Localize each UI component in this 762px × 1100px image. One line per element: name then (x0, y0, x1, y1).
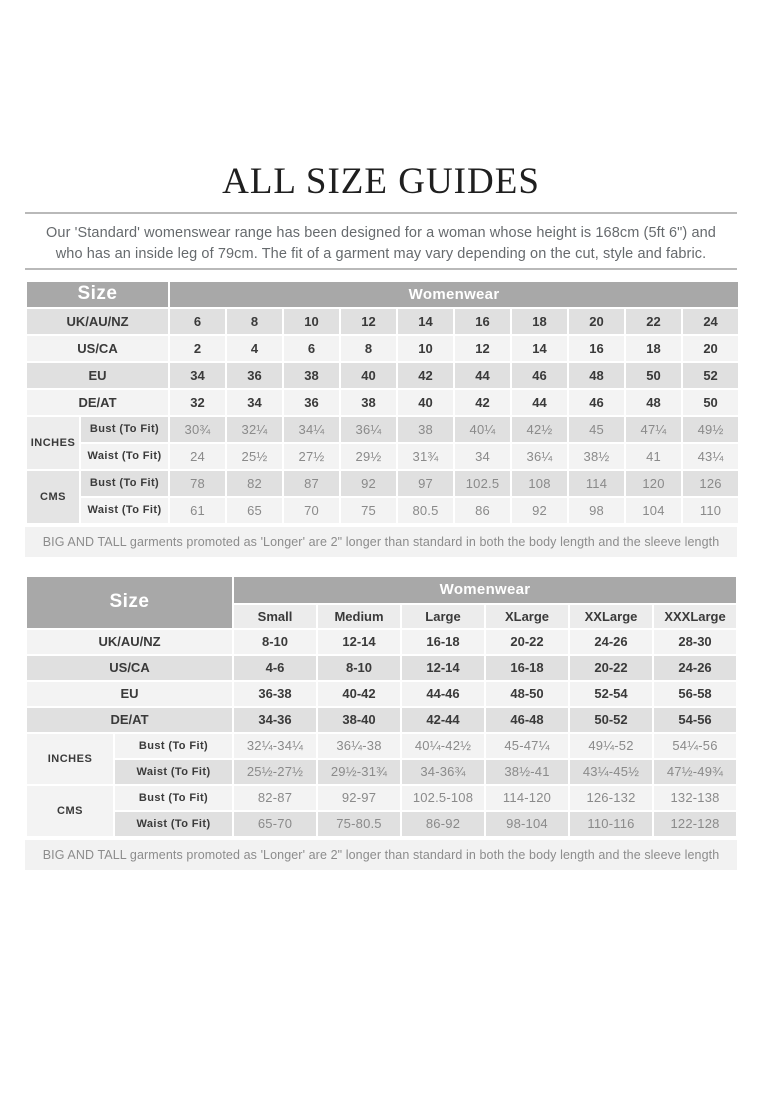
measurement-value-cell: 34-36¾ (401, 759, 485, 785)
table-row (26, 707, 737, 733)
size-value-cell: 40 (397, 389, 454, 416)
size-value-cell: 34 (169, 362, 226, 389)
size-value-cell: 40-42 (317, 681, 401, 707)
measurement-value-cell: 122-128 (653, 811, 737, 837)
table-row (26, 811, 737, 837)
size-value-cell: 4 (226, 335, 283, 362)
measurement-value-cell: 114 (568, 470, 625, 497)
size-value-cell: 48 (568, 362, 625, 389)
size-value-cell: 12 (454, 335, 511, 362)
measurement-value-cell: 38 (397, 416, 454, 443)
waist-row-label: Waist (To Fit) (114, 811, 233, 837)
measurement-value-cell: 32¼ (226, 416, 283, 443)
size-value-cell: 38 (283, 362, 340, 389)
measurement-value-cell: 34¼ (283, 416, 340, 443)
measurement-value-cell: 92 (340, 470, 397, 497)
measurement-value-cell: 27½ (283, 443, 340, 470)
size-value-cell: 24 (682, 308, 739, 335)
size-value-cell: 34-36 (233, 707, 317, 733)
measurement-value-cell: 97 (397, 470, 454, 497)
size-column-header: XLarge (485, 604, 569, 629)
size-value-cell: 6 (169, 308, 226, 335)
size-value-cell: 16-18 (401, 629, 485, 655)
table-row (26, 416, 739, 443)
region-row-label: US/CA (26, 655, 233, 681)
size-value-cell: 28-30 (653, 629, 737, 655)
measurement-value-cell: 40¼-42½ (401, 733, 485, 759)
size-value-cell: 20 (682, 335, 739, 362)
size-value-cell: 44-46 (401, 681, 485, 707)
size-value-cell: 8 (226, 308, 283, 335)
size-value-cell: 48 (625, 389, 682, 416)
measurement-value-cell: 86-92 (401, 811, 485, 837)
measurement-value-cell: 25½-27½ (233, 759, 317, 785)
waist-row-label: Waist (To Fit) (80, 497, 169, 524)
size-value-cell: 14 (397, 308, 454, 335)
measurement-value-cell: 80.5 (397, 497, 454, 524)
measurement-value-cell: 30¾ (169, 416, 226, 443)
measurement-value-cell: 45-47¼ (485, 733, 569, 759)
measurement-value-cell: 104 (625, 497, 682, 524)
region-row-label: EU (26, 362, 169, 389)
region-row-label: DE/AT (26, 707, 233, 733)
big-and-tall-note: BIG AND TALL garments promoted as 'Longer' are 2" longer than standard in both the body length and the sleeve length (25, 527, 737, 557)
table-row (26, 681, 737, 707)
measurement-value-cell: 49½ (682, 416, 739, 443)
measurement-value-cell: 110-116 (569, 811, 653, 837)
intro-line: Our 'Standard' womenswear range has been designed for a woman whose height is 168cm (5ft 6") and (46, 224, 716, 241)
measurement-value-cell: 61 (169, 497, 226, 524)
size-value-cell: 6 (283, 335, 340, 362)
bust-row-label: Bust (To Fit) (114, 785, 233, 811)
table-row (26, 629, 737, 655)
size-value-cell: 24-26 (569, 629, 653, 655)
size-value-cell: 22 (625, 308, 682, 335)
measurement-value-cell: 36¼ (340, 416, 397, 443)
measurement-value-cell: 114-120 (485, 785, 569, 811)
size-column-header: Small (233, 604, 317, 629)
region-row-label: EU (26, 681, 233, 707)
bust-row-label: Bust (To Fit) (80, 470, 169, 497)
intro-line: who has an inside leg of 79cm. The fit of a garment may vary depending on the cut, style and fabric. (55, 246, 707, 263)
measurement-value-cell: 98-104 (485, 811, 569, 837)
cms-unit-label: CMS (26, 470, 80, 524)
size-value-cell: 52-54 (569, 681, 653, 707)
intro-text (25, 223, 737, 266)
size-value-cell: 8-10 (233, 629, 317, 655)
measurement-value-cell: 32¼-34¼ (233, 733, 317, 759)
measurement-value-cell: 36¼-38 (317, 733, 401, 759)
measurement-value-cell: 102.5-108 (401, 785, 485, 811)
measurement-value-cell: 65 (226, 497, 283, 524)
inches-unit-label: INCHES (26, 416, 80, 470)
table-row (26, 655, 737, 681)
measurement-value-cell: 25½ (226, 443, 283, 470)
size-value-cell: 46 (511, 362, 568, 389)
measurement-value-cell: 49¼-52 (569, 733, 653, 759)
measurement-value-cell: 43¼ (682, 443, 739, 470)
size-value-cell: 10 (397, 335, 454, 362)
size-value-cell: 54-56 (653, 707, 737, 733)
table-row (26, 335, 739, 362)
size-value-cell: 4-6 (233, 655, 317, 681)
divider-line (25, 268, 737, 270)
measurement-value-cell: 82 (226, 470, 283, 497)
measurement-value-cell: 34 (454, 443, 511, 470)
size-value-cell: 16-18 (485, 655, 569, 681)
measurement-value-cell: 29½-31¾ (317, 759, 401, 785)
table-row (26, 497, 739, 524)
size-value-cell: 46-48 (485, 707, 569, 733)
table-header-row (26, 281, 739, 308)
measurement-value-cell: 126 (682, 470, 739, 497)
measurement-value-cell: 87 (283, 470, 340, 497)
measurement-value-cell: 54¼-56 (653, 733, 737, 759)
size-value-cell: 38-40 (317, 707, 401, 733)
measurement-value-cell: 132-138 (653, 785, 737, 811)
measurement-value-cell: 65-70 (233, 811, 317, 837)
size-value-cell: 44 (454, 362, 511, 389)
size-value-cell: 12 (340, 308, 397, 335)
inches-unit-label: INCHES (26, 733, 114, 785)
size-column-header: XXXLarge (653, 604, 737, 629)
size-value-cell: 42 (454, 389, 511, 416)
table-row (26, 470, 739, 497)
measurement-value-cell: 38½-41 (485, 759, 569, 785)
measurement-value-cell: 36¼ (511, 443, 568, 470)
divider-line (25, 212, 737, 214)
grouped-size-table (25, 575, 738, 838)
size-value-cell: 36-38 (233, 681, 317, 707)
table-row (26, 362, 739, 389)
measurement-value-cell: 38½ (568, 443, 625, 470)
size-column-header: XXLarge (569, 604, 653, 629)
measurement-value-cell: 40¼ (454, 416, 511, 443)
size-value-cell: 24-26 (653, 655, 737, 681)
size-value-cell: 36 (226, 362, 283, 389)
size-value-cell: 36 (283, 389, 340, 416)
size-corner-header: Size (26, 281, 169, 308)
size-value-cell: 16 (454, 308, 511, 335)
measurement-value-cell: 110 (682, 497, 739, 524)
size-value-cell: 56-58 (653, 681, 737, 707)
region-row-label: UK/AU/NZ (26, 308, 169, 335)
size-value-cell: 48-50 (485, 681, 569, 707)
size-value-cell: 2 (169, 335, 226, 362)
measurement-value-cell: 120 (625, 470, 682, 497)
size-value-cell: 42-44 (401, 707, 485, 733)
measurement-value-cell: 43¼-45½ (569, 759, 653, 785)
size-value-cell: 20-22 (569, 655, 653, 681)
measurement-value-cell: 47¼ (625, 416, 682, 443)
size-value-cell: 32 (169, 389, 226, 416)
size-value-cell: 34 (226, 389, 283, 416)
size-value-cell: 14 (511, 335, 568, 362)
measurement-value-cell: 70 (283, 497, 340, 524)
measurement-value-cell: 75-80.5 (317, 811, 401, 837)
size-value-cell: 16 (568, 335, 625, 362)
size-value-cell: 38 (340, 389, 397, 416)
big-and-tall-note: BIG AND TALL garments promoted as 'Longer' are 2" longer than standard in both the body length and the sleeve length (25, 840, 737, 870)
size-value-cell: 18 (511, 308, 568, 335)
measurement-value-cell: 45 (568, 416, 625, 443)
page-title: ALL SIZE GUIDES (222, 161, 540, 202)
bust-row-label: Bust (To Fit) (114, 733, 233, 759)
size-value-cell: 20-22 (485, 629, 569, 655)
table-row (26, 785, 737, 811)
size-value-cell: 46 (568, 389, 625, 416)
womenwear-group-header: Womenwear (233, 576, 737, 604)
waist-row-label: Waist (To Fit) (80, 443, 169, 470)
measurement-value-cell: 82-87 (233, 785, 317, 811)
waist-row-label: Waist (To Fit) (114, 759, 233, 785)
region-row-label: UK/AU/NZ (26, 629, 233, 655)
measurement-value-cell: 102.5 (454, 470, 511, 497)
size-value-cell: 12-14 (401, 655, 485, 681)
size-value-cell: 8 (340, 335, 397, 362)
measurement-value-cell: 31¾ (397, 443, 454, 470)
region-row-label: DE/AT (26, 389, 169, 416)
table-header-row (26, 576, 737, 604)
cms-unit-label: CMS (26, 785, 114, 837)
table-row (26, 308, 739, 335)
measurement-value-cell: 86 (454, 497, 511, 524)
size-value-cell: 18 (625, 335, 682, 362)
size-value-cell: 50 (682, 389, 739, 416)
measurement-value-cell: 41 (625, 443, 682, 470)
size-value-cell: 40 (340, 362, 397, 389)
size-column-header: Large (401, 604, 485, 629)
size-value-cell: 50 (625, 362, 682, 389)
size-value-cell: 44 (511, 389, 568, 416)
size-value-cell: 10 (283, 308, 340, 335)
table-row (26, 759, 737, 785)
size-value-cell: 12-14 (317, 629, 401, 655)
table-row (26, 443, 739, 470)
measurement-value-cell: 92 (511, 497, 568, 524)
size-value-cell: 20 (568, 308, 625, 335)
measurement-value-cell: 42½ (511, 416, 568, 443)
size-corner-header: Size (26, 576, 233, 629)
measurement-value-cell: 92-97 (317, 785, 401, 811)
measurement-value-cell: 47½-49¾ (653, 759, 737, 785)
size-value-cell: 42 (397, 362, 454, 389)
measurement-value-cell: 78 (169, 470, 226, 497)
table-row (26, 389, 739, 416)
measurement-value-cell: 126-132 (569, 785, 653, 811)
standard-size-table (25, 280, 740, 525)
measurement-value-cell: 75 (340, 497, 397, 524)
region-row-label: US/CA (26, 335, 169, 362)
size-column-header: Medium (317, 604, 401, 629)
womenwear-group-header: Womenwear (169, 281, 739, 308)
table-row (26, 733, 737, 759)
measurement-value-cell: 108 (511, 470, 568, 497)
measurement-value-cell: 29½ (340, 443, 397, 470)
size-value-cell: 52 (682, 362, 739, 389)
size-value-cell: 50-52 (569, 707, 653, 733)
size-value-cell: 8-10 (317, 655, 401, 681)
measurement-value-cell: 24 (169, 443, 226, 470)
measurement-value-cell: 98 (568, 497, 625, 524)
bust-row-label: Bust (To Fit) (80, 416, 169, 443)
